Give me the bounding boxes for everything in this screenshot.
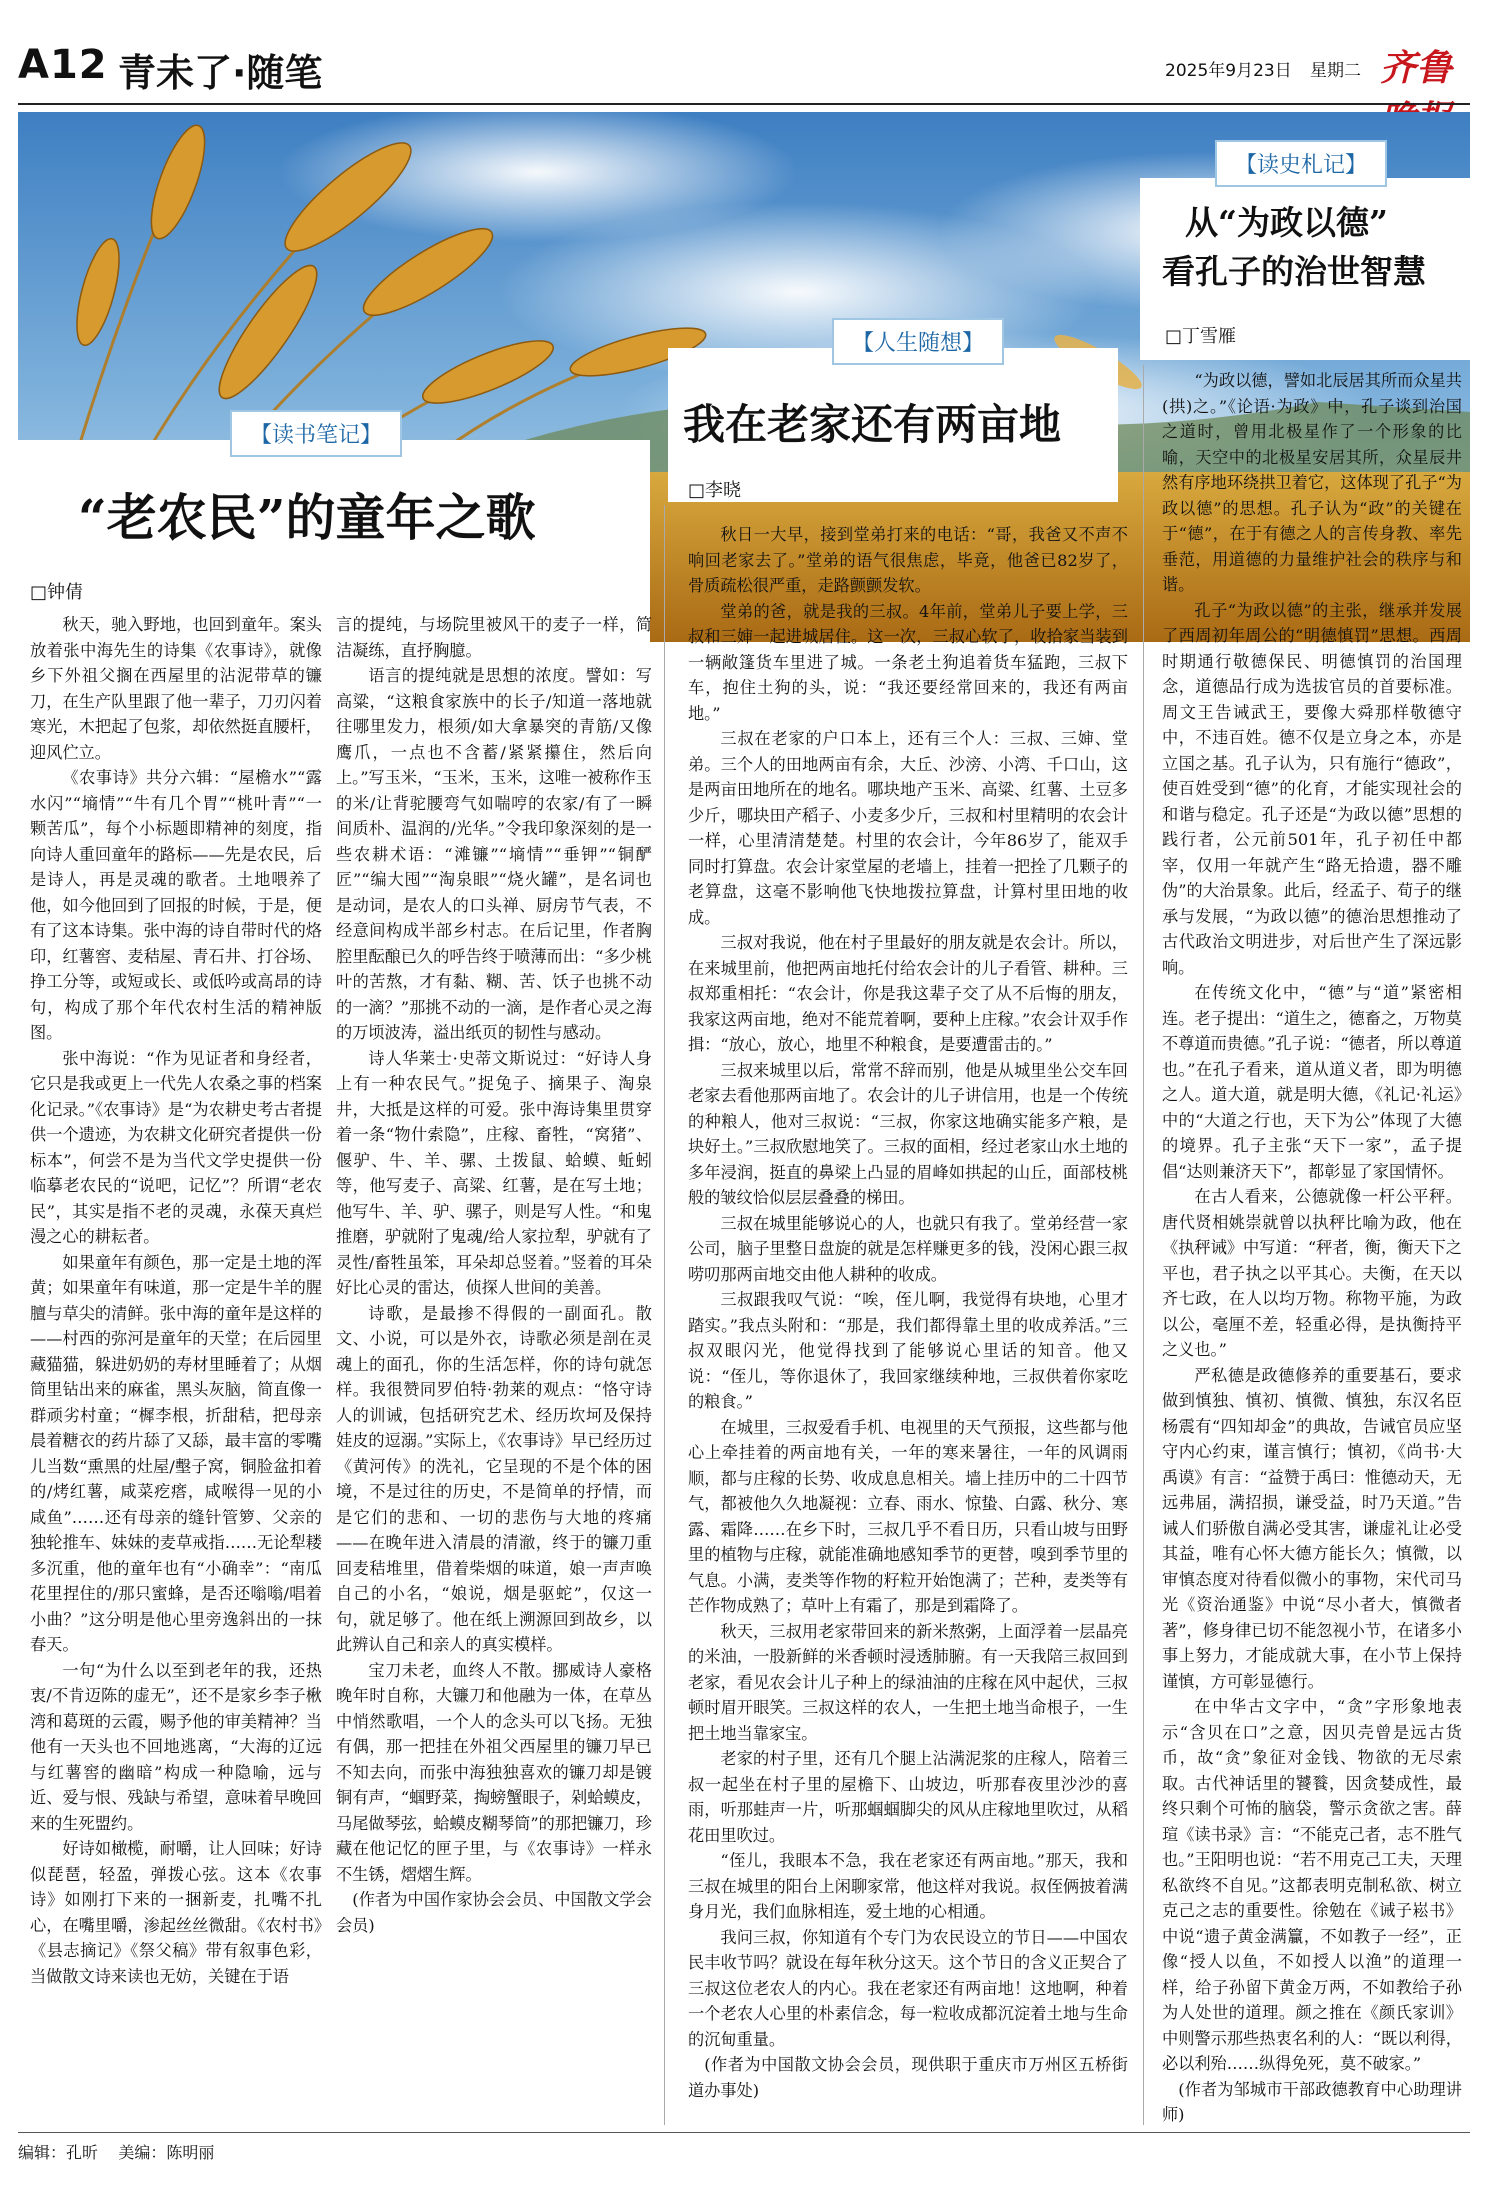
article-3-paragraph: 孔子“为政以德”的主张，继承并发展了西周初年周公的“明德慎罚”思想。西周时期通行敬德保民、明德慎罚的治国理念，道德品行成为选拔官员的首要标准。周文王告诫武王，要像大舜那样敬德守中，不违百姓。德不仅是立身之本，亦是立国之基。孔子认为，只有施行“德政”，使百姓受到“德”的化育，才能实现社会的和谐与稳定。孔子还是“为政以德”思想的践行者，公元前501年，孔子初任中都宰，仅用一年就产生“路无拾遗，器不雕伪”的大治景象。此后，经孟子、荀子的继承与发展，“为政以德”的德治思想推动了古代政治文明进步，对后世产生了深远影响。 bbox=[1162, 600, 1462, 977]
column-divider-2 bbox=[1143, 365, 1144, 2125]
article-2-paragraph: 在城里，三叔爱看手机、电视里的天气预报，这些都与他心上牵挂着的两亩地有关，一年的寒来暑往，一年的风调雨顺，都与庄稼的长势、收成息息相关。墙上挂历中的二十四节气，都被他久久地凝视：立春、雨水、惊蛰、白露、秋分、寒露、霜降……在乡下时，三叔几乎不看日历，只看山坡与田野里的植物与庄稼，就能准确地感知季节的更替，嗅到季节里的气息。小满，麦类等作物的籽粒开始饱满了；芒种，麦类等有芒作物成熟了；草叶上有霜了，那是到霜降了。 bbox=[688, 1417, 1128, 1615]
article-2-paragraph: 秋天，三叔用老家带回来的新米熬粥，上面浮着一层晶亮的米油，一股新鲜的米香顿时浸透肺腑。有一天我陪三叔回到老家，看见农会计儿子种上的绿油油的庄稼在风中起伏，三叔顿时眉开眼笑。三叔这样的农人，一生把土地当命根子，一生把土地当靠家宝。 bbox=[688, 1621, 1128, 1743]
article-1-tag-wrap bbox=[230, 410, 402, 457]
article-1-paragraph: 宝刀未老，血终人不散。挪威诗人豪格晚年时自称，大镰刀和他融为一体，在草丛中悄然歌唱，一个人的念头可以飞扬。无独有偶，那一把挂在外祖父西屋里的镰刀早已不知去向，而张中海独独喜欢的镰刀却是镀铜有声，“蝈野菜，掏螃蟹眼子，剁蛤蟆皮，马尾做琴弦，蛤蟆皮糊琴筒”的那把镰刀，珍藏在他记忆的匣子里，与《农事诗》一样永不生锈，熠熠生辉。 bbox=[336, 1660, 652, 1884]
issue-weekday: 星期二 bbox=[1310, 61, 1361, 81]
article-2-paragraph: 我问三叔，你知道有个专门为农民设立的节日——中国农民丰收节吗？就设在每年秋分这天。这个节日的含义正契合了三叔这位老农人的内心。我在老家还有两亩地！这地啊，种着一个老农人心里的朴素信念，每一粒收成都沉淀着土地与生命的沉甸重量。 bbox=[688, 1927, 1128, 2049]
article-1-author-note: (作者为中国作家协会会员、中国散文学会会员) bbox=[336, 1890, 652, 1935]
article-1-column-1 bbox=[30, 612, 322, 2127]
article-2-paragraph: 三叔来城里以后，常常不辞而别，他是从城里坐公交车回老家去看他那两亩地了。农会计的儿子讲信用，也是一个传统的种粮人，他对三叔说：“三叔，你家这地确实能多产粮，是块好土。”三叔欣慰地笑了。三叔的面相，经过老家山水土地的多年浸润，挺直的鼻梁上凸显的眉峰如拱起的山丘，面部枝桃般的皱纹恰似层层叠叠的梯田。 bbox=[688, 1060, 1128, 1207]
page-number: A12 bbox=[18, 42, 108, 88]
footer-divider bbox=[18, 2132, 1470, 2133]
article-1-paragraph: 语言的提纯就是思想的浓度。譬如：写高粱，“这粮食家族中的长子/知道一落地就往哪里发力，根须/如大拿暴突的青筋/又像鹰爪，一点也不含蓄/紧紧攥住，然后向上。”写玉米，“玉米，玉米，这唯一被称作玉的米/让背驼腰弯气如喘哼的农家/有了一瞬间质朴、温润的/光华。”令我印象深刻的是一些农耕术语：“滩镰”“墒情”“垂钾”“铜酽匠”“编大囤”“淘泉眼”“烧火罐”，是名词也是动词，是农人的口头禅、厨房节气表，不经意间构成半部乡村志。在后记里，作者胸腔里酝酿已久的呼告终于喷薄而出：“多少桃叶的苦熬，才有黏、糊、苦、饫子也挑不动的一滴？”那挑不动的一滴，是作者心灵之海的万顷波涛，溢出纸页的韧性与感动。 bbox=[336, 666, 652, 1042]
article-2-title: 我在老家还有两亩地 bbox=[683, 400, 1062, 449]
article-1-paragraph: 如果童年有颜色，那一定是土地的浑黄；如果童年有味道，那一定是牛羊的腥膻与草尖的清鲜。张中海的童年是这样的——村西的弥河是童年的天堂；在后园里藏猫猫，躲进奶奶的寿材里睡着了；从烟筒里钻出来的麻雀，黑头灰脑，简直像一群顽劣村童；“樨李根，折甜秸，把母亲晨着糖衣的药片舔了又舔，最丰富的零嘴儿当数“熏黑的灶屋/墼子窝，铜脸盆扣着的/烤红薯，咸菜疙瘩，咸喉得一见的小咸鱼”……还有母亲的缝针管箩、父亲的独轮推车、妹妹的麦草戒指……无论犁耧多沉重，他的童年也有“小确幸”：“南瓜花里捏住的/那只蜜蜂，是否还嗡嗡/唱着小曲？”这分明是他心里旁逸斜出的一抹春天。 bbox=[30, 1252, 322, 1654]
section-title: 青未了·随笔 bbox=[118, 51, 323, 95]
article-3-paragraph: 在古人看来，公德就像一杆公平秤。唐代贤相姚崇就曾以执秤比喻为政，他在《执秤诫》中写道：“秤者，衡，衡天下之平也，君子执之以平其心。夫衡，在天以齐七政，在人以均万物。称物平施，为政以公，毫厘不差，轻重必得，是执衡持平之义也。” bbox=[1162, 1187, 1462, 1359]
article-2-paragraph: 三叔在城里能够说心的人，也就只有我了。堂弟经营一家公司，脑子里整日盘旋的就是怎样赚更多的钱，没闲心跟三叔唠叨那两亩地交由他人耕种的收成。 bbox=[688, 1213, 1128, 1284]
header-divider bbox=[18, 103, 1470, 105]
article-3-tag: 【读史札记】 bbox=[1215, 140, 1387, 187]
footer-designer: 美编：陈明丽 bbox=[118, 2143, 215, 2162]
article-3-paragraph: 严私德是政德修养的重要基石，要求做到慎独、慎初、慎微、慎独，东汉名臣杨震有“四知却金”的典故，告诫官员应坚守内心约束，谨言慎行；慎初，《尚书·大禹谟》有言：“益赞于禹曰：惟德动天，无远弗届，满招损，谦受益，时乃天道。”告诫人们骄傲自满必受其害，谦虚礼让必受其益，唯有心怀大德方能长久；慎微，以审慎态度对待看似微小的事物，宋代司马光《资治通鉴》中说“尽小者大，慎微者著”，修身律已切不能忽视小节，在诸多小事上努力，才能成就大事，在小节上保持谨慎，方可彰显德行。 bbox=[1162, 1365, 1462, 1691]
article-3-paragraph: 在传统文化中，“德”与“道”紧密相连。老子提出：“道生之，德畜之，万物莫不尊道而贵德。”孔子说：“德者，所以尊道也。”在孔子看来，道从道义者，即为明德之人。道大道，就是明大德，《礼记·礼运》中的“大道之行也，天下为公”体现了大德的境界。孔子主张“天下一家”，孟子提倡“达则兼济天下”，都彰显了家国情怀。 bbox=[1162, 983, 1462, 1181]
column-divider-1 bbox=[664, 505, 665, 2125]
article-3-title-line1: 从“为政以德” bbox=[1185, 203, 1388, 242]
article-2-paragraph: 老家的村子里，还有几个腿上沾满泥浆的庄稼人，陪着三叔一起坐在村子里的屋檐下、山坡边，听那春夜里沙沙的喜雨，听那蛙声一片，听那蝈蝈脚尖的风从庄稼地里吹过，从稻花田里吹过。 bbox=[688, 1749, 1128, 1845]
article-2-paragraph: “侄儿，我眼本不急，我在老家还有两亩地。”那天，我和三叔在城里的阳台上闲聊家常，他这样对我说。叔侄俩披着满身月光，我们血脉相连，爱土地的心相通。 bbox=[688, 1851, 1128, 1921]
newspaper-logo: 齐鲁 bbox=[1380, 47, 1453, 89]
article-2-paragraph: 三叔对我说，他在村子里最好的朋友就是农会计。所以，在来城里前，他把两亩地托付给农会计的儿子看管、耕种。三叔郑重相托：“农会计，你是我这辈子交了从不后悔的朋友，我家这两亩地，绝对不能荒着啊，要种上庄稼。”农会计双手作揖：“放心，放心，地里不种粮食，是要遭雷击的。” bbox=[688, 933, 1128, 1054]
article-2-paragraph: 三叔在老家的户口本上，还有三个人：三叔、三婶、堂弟。三个人的田地两亩有余，大丘、沙滂、小湾、千口山，这是两亩田地所在的地名。哪块地产玉米、高粱、红薯、土豆多少斤，哪块田产稻子、小麦多少斤，三叔和村里精明的农会计一样，心里清清楚楚。村里的农会计，今年86岁了，能双手同时打算盘。农会计家堂屋的老墙上，挂着一把拴了几颗子的老算盘，这毫不影响他飞快地拨拉算盘，计算村里田地的收成。 bbox=[688, 729, 1128, 927]
article-1-paragraph: 秋天，驰入野地，也回到童年。案头放着张中海先生的诗集《农事诗》，就像乡下外祖父搁在西屋里的沾泥带草的镰刀，在生产队里跟了他一辈子，刀刃闪着寒光，木把起了包浆，却依然挺直腰杆，迎风伫立。 bbox=[30, 615, 322, 762]
article-2-tag-wrap bbox=[832, 318, 1004, 365]
article-2-paragraph: 堂弟的爸，就是我的三叔。4年前，堂弟儿子要上学，三叔和三婶一起进城居住。这一次，三叔心软了，收拾家当装到一辆敞篷货车里进了城。一条老土狗追着货车猛跑，三叔下车，抱住土狗的头，说：“我还要经常回来的，我还有两亩地。” bbox=[688, 601, 1128, 723]
article-3-paragraph: 在中华古文字中，“贪”字形象地表示“含贝在口”之意，因贝壳曾是远古货币，故“贪”象征对金钱、物欲的无尽索取。古代神话里的饕餮，因贪婪成性，最终只剩个可怖的脑袋，警示贪欲之害。薛瑄《读书录》言：“不能克己者，志不胜气也。”王阳明也说：“若不用克己工夫，天理私欲终不自见。”这都表明克制私欲、树立克己之志的重要性。徐勉在《诫子崧书》中说“遗子黄金满籯，不如教子一经”，正像“授人以鱼，不如授人以渔”的道理一样，给子孙留下黄金万两，不如教给子孙为人处世的道理。颜之推在《颜氏家训》中则警示那些热衷名利的人：“既以利得，必以利殆……纵得免死，莫不破家。” bbox=[1162, 1697, 1462, 2073]
article-1-author: □钟倩 bbox=[30, 582, 84, 603]
article-1-paragraph: 好诗如橄榄，耐嚼，让人回味；好诗似琵琶，轻盈，弹拨心弦。这本《农事诗》如刚打下来的一捆新麦，扎嘴不扎心，在嘴里嚼，渗起丝丝微甜。《农村书》《县志摘记》《祭父稿》带有叙事色彩，当做散文诗来读也无妨，关键在于语 bbox=[30, 1839, 322, 1986]
article-3-author-note: (作者为邹城市干部政德教育中心助理讲师) bbox=[1162, 2079, 1462, 2124]
footer-editor: 编辑：孔昕 bbox=[18, 2143, 99, 2162]
footer-credits bbox=[18, 2140, 214, 2163]
article-1-paragraph: 言的提纯，与场院里被风干的麦子一样，简洁凝练，直抒胸臆。 bbox=[336, 615, 652, 660]
article-1-column-2 bbox=[336, 612, 652, 2127]
article-3-title-line2: 看孔子的治世智慧 bbox=[1162, 252, 1426, 291]
article-1-tag: 【读书笔记】 bbox=[230, 410, 402, 457]
article-2-paragraph: 三叔跟我叹气说：“唉，侄儿啊，我觉得有块地，心里才踏实。”我点头附和：“那是，我们都得靠土里的收成养活。”三叔双眼闪光，他觉得找到了能够说心里话的知音。他又说：“侄儿，等你退休了，我回家继续种地，三叔供着你家吃的粮食。” bbox=[688, 1290, 1128, 1411]
article-1-title: “老农民”的童年之歌 bbox=[78, 488, 536, 547]
article-3-tag-wrap bbox=[1215, 140, 1387, 187]
article-2-column bbox=[688, 522, 1128, 2127]
issue-date: 2025年9月23日 bbox=[1165, 61, 1292, 81]
article-2-tag: 【人生随想】 bbox=[832, 318, 1004, 365]
article-1-paragraph: 诗歌，是最掺不得假的一副面孔。散文、小说，可以是外衣，诗歌必须是剖在灵魂上的面孔，你的生活怎样，你的诗句就怎样。我很赞同罗伯特·勃莱的观点：“恪守诗人的训诫，包括研究艺术、经历坎坷及保持娃皮的逗溺。”实际上，《农事诗》早已经历过《黄河传》的洗礼，它呈现的不是个体的困境，不是过往的历史，不是简单的抒情，而是它们的悲和、一切的悲伤与大地的疼痛——在晚年进入清晨的清澈，终于的镰刀重回麦秸堆里，借着柴烟的味道，娘一声声唤自己的小名，“娘说，烟是驱蛇”，仅这一句，就足够了。他在纸上溯源回到故乡，以此辨认自己和亲人的真实模样。 bbox=[336, 1303, 652, 1654]
article-2-author: □李晓 bbox=[688, 480, 742, 501]
article-2-author-note: (作者为中国散文协会会员，现供职于重庆市万州区五桥街道办事处) bbox=[688, 2055, 1128, 2100]
article-1-paragraph: 《农事诗》共分六辑：“屋檐水”“露水闪”“墒情”“牛有几个胃”“桃叶青”“一颗苦瓜”，每个小标题即精神的刻度，指向诗人重回童年的路标——先是农民，后是诗人，再是灵魂的歌者。土地喂养了他，如今他回到了回报的时候，于是，便有了这本诗集。张中海的诗自带时代的烙印，红薯窖、麦秸屋、青石井、打谷场、挣工分等，或短或长、或低吟或高昂的诗句，构成了那个年代农村生活的精神版图。 bbox=[30, 768, 322, 1042]
article-3-column bbox=[1162, 368, 1462, 2128]
article-1-paragraph: 张中海说：“作为见证者和身经者，它只是我或更上一代先人农桑之事的档案化记录。”《农事诗》是“为农耕史考古者提供一个遗迹，为农耕文化研究者提供一份标本”，何尝不是为当代文学史提供一份临摹老农民的“说吧，记忆”？所谓“老农民”，其实是指不老的灵魂，永葆天真烂漫之心的耕耘者。 bbox=[30, 1048, 322, 1246]
article-1-paragraph: 一句“为什么以至到老年的我，还热衷/不肯迈陈的虚无”，还不是家乡李子楸湾和葛斑的云霞，赐予他的审美精神？当他有一天头也不回地逃离，“大海的辽远与红薯窖的幽暗”构成一种隐喻，远与近、爱与恨、残缺与希望，意味着早晚回来的生死盟约。 bbox=[30, 1660, 322, 1833]
article-1-paragraph: 诗人华莱士·史蒂文斯说过：“好诗人身上有一种农民气。”捉兔子、摘果子、淘泉井，大抵是这样的可爱。张中海诗集里贯穿着一条“物什索隐”，庄稼、畜牲，“窝猪”、偃驴、牛、羊、骡、土拨鼠、蛤蟆、蚯蚓等，他写麦子、高粱、红薯，是在写土地；他写牛、羊、驴、骡子，则是写人性。“和鬼推磨，驴就附了鬼魂/给人家拉犁，驴就有了灵性/畜牲虽笨，耳朵却总竖着。”竖着的耳朵好比心灵的雷达，侦探人世间的美善。 bbox=[336, 1048, 652, 1297]
article-3-paragraph: “为政以德，譬如北辰居其所而众星共(拱)之。”《论语·为政》中，孔子谈到治国之道时，曾用北极星作了一个形象的比喻，天空中的北极星安居其所，众星辰井然有序地环绕拱卫着它，这体现了孔子“为政以德”的思想。孔子认为“政”的关键在于“德”，在于有德之人的言传身教、率先垂范，用道德的力量维护社会的秩序与和谐。 bbox=[1162, 371, 1462, 594]
article-3-author: □丁雪雁 bbox=[1165, 326, 1237, 347]
article-2-paragraph: 秋日一大早，接到堂弟打来的电话：“哥，我爸又不声不响回老家去了。”堂弟的语气很焦虑，毕竟，他爸已82岁了，骨质疏松很严重，走路颤颤发软。 bbox=[688, 525, 1128, 595]
